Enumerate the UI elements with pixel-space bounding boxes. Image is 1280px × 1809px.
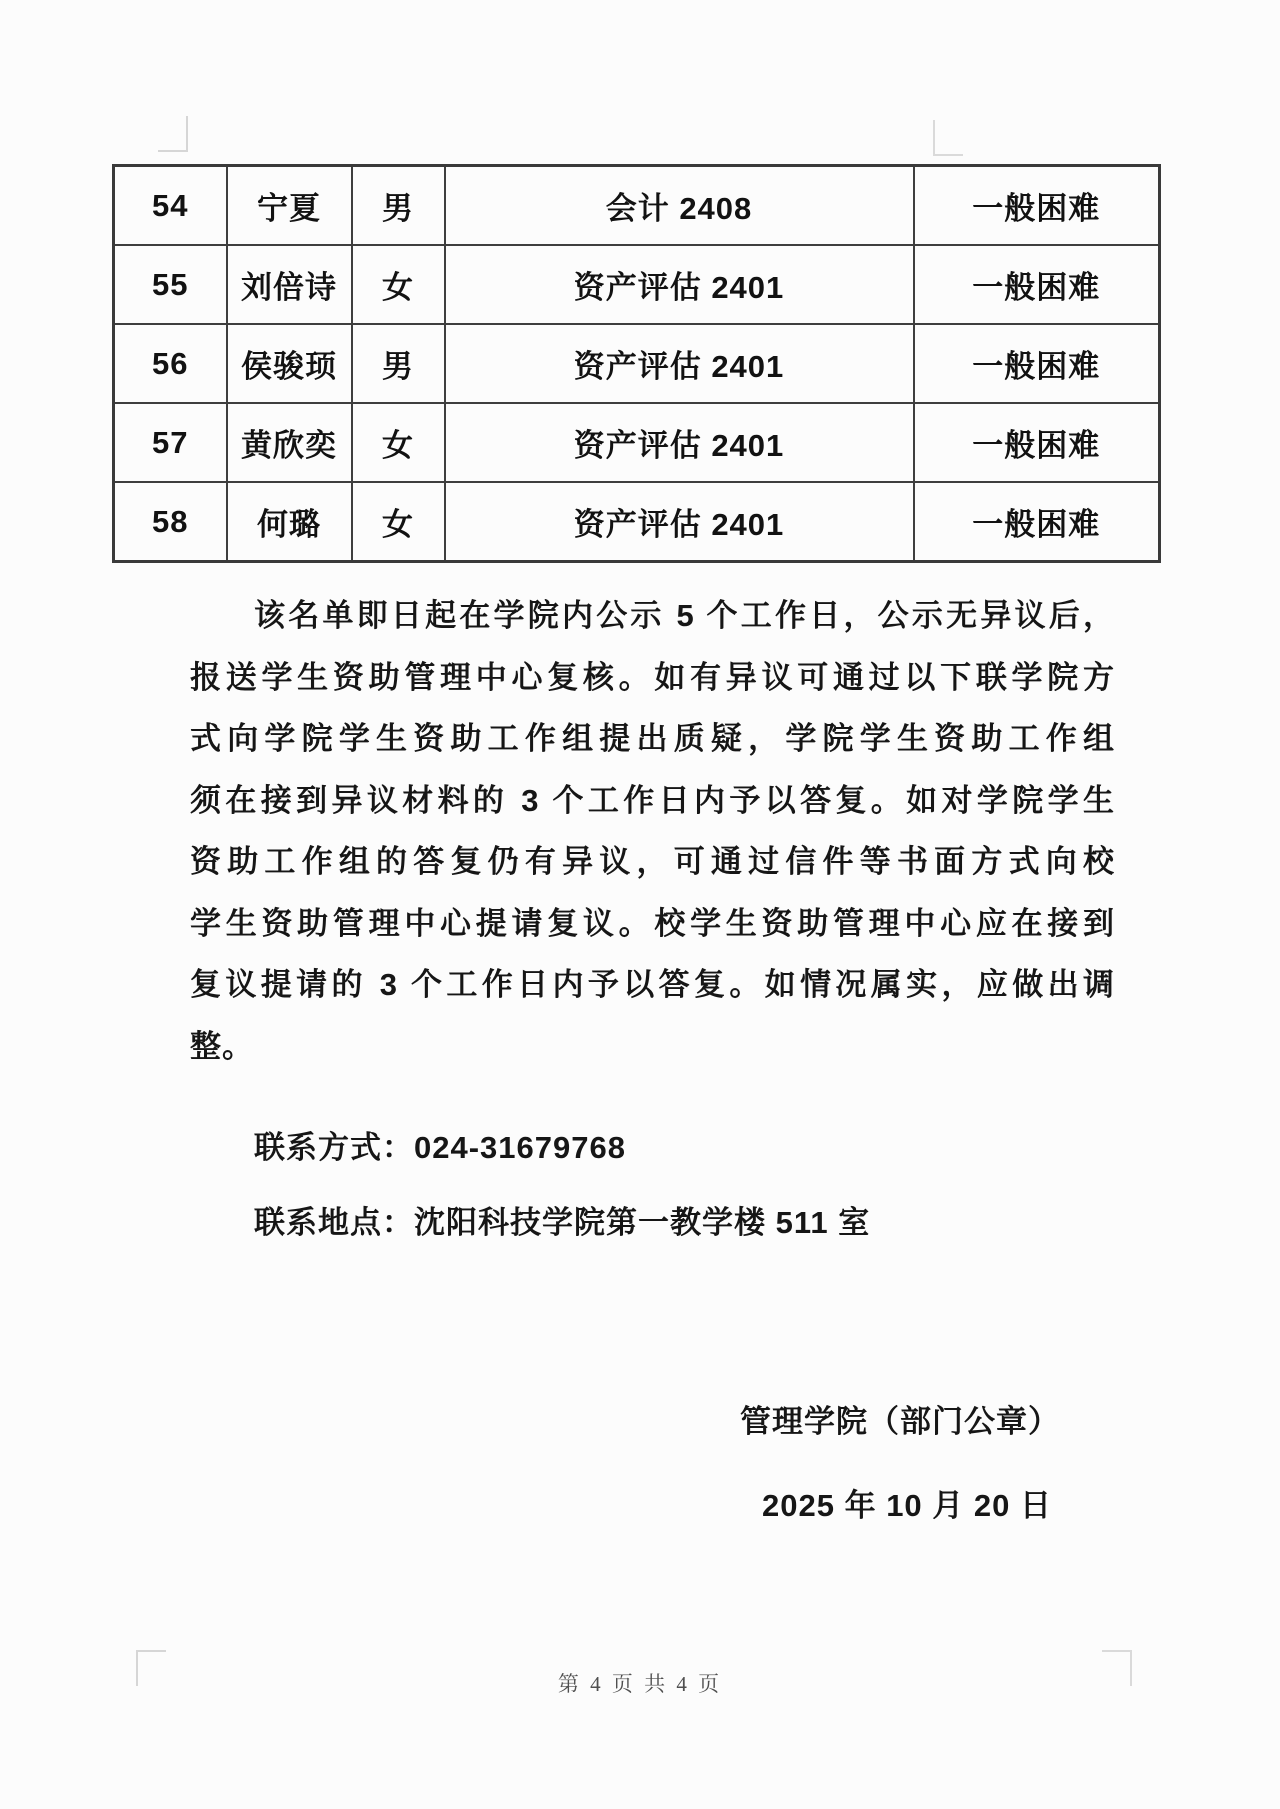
cell-index: 54 (114, 166, 227, 246)
cell-name: 侯骏顼 (227, 324, 352, 403)
notice-line: 该名单即日起在学院内公示 5 个工作日，公示无异议后， (254, 598, 1115, 633)
cell-level: 一般困难 (914, 324, 1160, 403)
table-row (114, 166, 1160, 246)
cell-gender: 男 (352, 166, 445, 246)
table-row (114, 403, 1160, 482)
cell-level: 一般困难 (914, 245, 1160, 324)
cell-class: 资产评估 2401 (445, 245, 914, 324)
table-row (114, 324, 1160, 403)
cell-gender: 女 (352, 245, 445, 324)
cell-index: 58 (114, 482, 227, 562)
signature-department: 管理学院（部门公章） (740, 1404, 1060, 1439)
cell-name: 黄欣奕 (227, 403, 352, 482)
student-roster-table (112, 164, 1161, 563)
cell-index: 55 (114, 245, 227, 324)
cell-class: 资产评估 2401 (445, 403, 914, 482)
notice-line: 资助工作组的答复仍有异议，可通过信件等书面方式向校 (190, 844, 1115, 879)
notice-line: 报送学生资助管理中心复核。如有异议可通过以下联学院方 (190, 659, 1115, 695)
notice-line: 整。 (190, 1028, 254, 1064)
notice-line: 须在接到异议材料的 3 个工作日内予以答复。如对学院学生 (190, 782, 1115, 818)
cell-level: 一般困难 (914, 403, 1160, 482)
cell-class: 资产评估 2401 (445, 324, 914, 403)
notice-line: 复议提请的 3 个工作日内予以答复。如情况属实，应做出调 (190, 967, 1115, 1002)
cell-class: 会计 2408 (445, 166, 914, 246)
signature-date: 2025 年 10 月 20 日 (762, 1488, 1052, 1523)
cell-gender: 男 (352, 324, 445, 403)
cell-name: 何璐 (227, 482, 352, 562)
notice-paragraph (190, 585, 1115, 1077)
page-corner-mark-top-left (158, 116, 188, 152)
table-row (114, 245, 1160, 324)
cell-index: 57 (114, 403, 227, 482)
cell-gender: 女 (352, 482, 445, 562)
cell-class: 资产评估 2401 (445, 482, 914, 562)
table-row (114, 482, 1160, 562)
page-number-footer: 第 4 页 共 4 页 (557, 1672, 723, 1696)
cell-name: 刘倍诗 (227, 245, 352, 324)
page-corner-mark-top-right (933, 120, 963, 156)
cell-level: 一般困难 (914, 482, 1160, 562)
cell-name: 宁夏 (227, 166, 352, 246)
contact-address-line: 联系地点：沈阳科技学院第一教学楼 511 室 (254, 1205, 871, 1240)
cell-index: 56 (114, 324, 227, 403)
cell-level: 一般困难 (914, 166, 1160, 246)
notice-line: 式向学院学生资助工作组提出质疑，学院学生资助工作组 (190, 721, 1115, 756)
cell-gender: 女 (352, 403, 445, 482)
contact-phone-line: 联系方式：024-31679768 (254, 1130, 626, 1165)
notice-line: 学生资助管理中心提请复议。校学生资助管理中心应在接到 (190, 905, 1115, 941)
